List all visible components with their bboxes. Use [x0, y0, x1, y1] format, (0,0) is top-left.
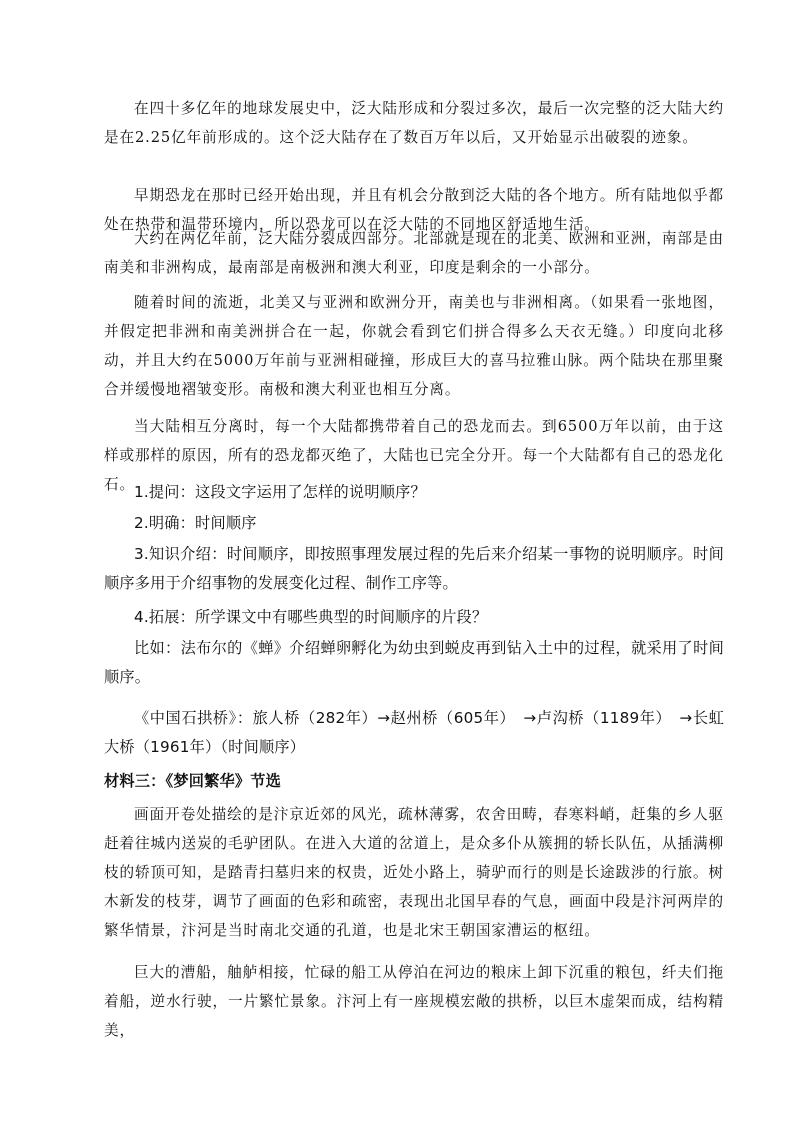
passage-paragraph-3: 大约在两亿年前，泛大陆分裂成四部分。北部就是现在的北美、欧洲和亚洲，南部是由南美和非洲构成，最南部是南极洲和澳大利亚，印度是剩余的一小部分。 — [104, 230, 724, 276]
example-cicada: 比如：法布尔的《蝉》介绍蝉卵孵化为幼虫到蜕皮再到钻入土中的过程，就采用了时间顺序。 — [104, 639, 724, 686]
passage-paragraph-2: 早期恐龙在那时已经开始出现，并且有机会分散到泛大陆的各个地方。所有陆地似乎都处在热带和温带环境内，所以恐龙可以在泛大陆的不同地区舒适地生活。 — [104, 187, 724, 233]
material-3-heading: 材料三：《梦回繁华》节选 — [104, 772, 282, 790]
question-1: 1.提问：这段文字运用了怎样的说明顺序？ — [134, 483, 426, 501]
example-stone-bridge: 《中国石拱桥》：旅人桥（282年）→赵州桥（605年） →卢沟桥（1189年） →长虹大桥（1961年）（时间顺序） — [104, 709, 724, 756]
passage-paragraph-4: 随着时间的流逝，北美又与亚洲和欧洲分开，南美也与非洲相离。（如果看一张地图，并假定把非洲和南美洲拼合在一起，你就会看到它们拼合得多么天衣无缝。）印度向北移动，并且大约在5000万年前与亚洲相碰撞，形成巨大的喜马拉雅山脉。两个陆块在那里聚合并缓慢地褶皱变形。南极和澳大利亚也相互分离。 — [104, 294, 724, 398]
passage-paragraph-5: 当大陆相互分离时，每一个大陆都携带着自己的恐龙而去。到6500万年以前，由于这样或那样的原因，所有的恐龙都灭绝了，大陆也已完全分开。每一个大陆都有自己的恐龙化石。 — [104, 418, 724, 493]
passage-paragraph-1: 在四十多亿年的地球发展史中，泛大陆形成和分裂过多次，最后一次完整的泛大陆大约是在2.25亿年前形成的。这个泛大陆存在了数百万年以后，又开始显示出破裂的迹象。 — [104, 100, 724, 146]
extension-4: 4.拓展：所学课文中有哪些典型的时间顺序的片段？ — [134, 608, 488, 626]
material-3-paragraph-2: 巨大的漕船，舳舻相接，忙碌的船工从停泊在河边的粮床上卸下沉重的粮包，纤夫们拖着船，逆水行驶，一片繁忙景象。汴河上有一座规模宏敞的拱桥，以巨木虚架而成，结构精美， — [104, 964, 724, 1039]
knowledge-3: 3.知识介绍：时间顺序，即按照事理发展过程的先后来介绍某一事物的说明顺序。时间顺序多用于介绍事物的发展变化过程、制作工序等。 — [104, 545, 724, 592]
material-3-paragraph-1: 画面开卷处描绘的是汴京近郊的风光，疏林薄雾，农舍田畴，春寒料峭，赶集的乡人驱赶着往城内送炭的毛驴团队。在进入大道的岔道上，是众多仆从簇拥的轿长队伍，从插满柳枝的轿顶可知，是踏青扫墓归来的权贵，近处小路上，骑驴而行的则是长途跋涉的行旅。树木新发的枝芽，调节了画面的色彩和疏密，表现出北国早春的气息，画面中段是汴河两岸的繁华情景，汴河是当时南北交通的孔道，也是北宋王朝国家漕运的枢纽。 — [104, 806, 724, 939]
answer-2: 2.明确：时间顺序 — [134, 514, 257, 532]
